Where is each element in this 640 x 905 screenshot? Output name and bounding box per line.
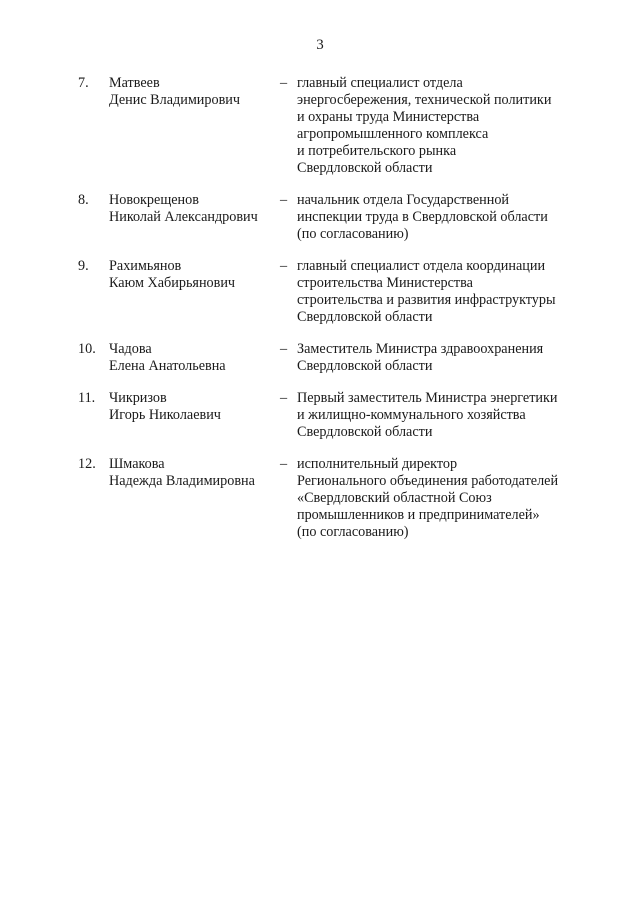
given-names: Надежда Владимировна: [109, 473, 255, 489]
role-line: Регионального объединения работодателей: [297, 473, 559, 489]
member-list: [78, 75, 598, 556]
dash-separator: –: [280, 341, 288, 357]
person-name: [109, 390, 280, 424]
role-line: и потребительского рынка: [297, 143, 457, 159]
role-line: Заместитель Министра здравоохранения: [297, 341, 544, 357]
role-line: Свердловской области: [297, 160, 433, 176]
surname: Новокрещенов: [109, 192, 199, 208]
given-names: Игорь Николаевич: [109, 407, 221, 423]
list-item: [78, 390, 598, 441]
position-description: [297, 341, 592, 375]
person-name: [109, 341, 280, 375]
role-line: исполнительный директор: [297, 456, 458, 472]
role-line: Свердловской области: [297, 309, 433, 325]
role-line: Свердловской области: [297, 424, 433, 440]
role-line: начальник отдела Государственной: [297, 192, 510, 208]
surname: Матвеев: [109, 75, 160, 91]
given-names: Каюм Хабирьянович: [109, 275, 236, 291]
surname: Рахимьянов: [109, 258, 182, 274]
surname: Чадова: [109, 341, 152, 357]
given-names: Денис Владимирович: [109, 92, 241, 108]
position-description: [297, 456, 592, 541]
position-description: [297, 258, 592, 326]
role-line: главный специалист отдела координации: [297, 258, 546, 274]
list-item: [78, 75, 598, 177]
surname: Шмакова: [109, 456, 165, 472]
surname: Чикризов: [109, 390, 167, 406]
list-item: [78, 456, 598, 541]
list-item: [78, 341, 598, 375]
position-description: [297, 75, 592, 177]
person-name: [109, 258, 280, 292]
dash-separator: –: [280, 75, 288, 91]
position-description: [297, 192, 592, 243]
list-item: [78, 258, 598, 326]
role-line: Свердловской области: [297, 358, 433, 374]
role-line: инспекции труда в Свердловской области: [297, 209, 548, 225]
role-line: главный специалист отдела: [297, 75, 463, 91]
role-line: и жилищно-коммунального хозяйства: [297, 407, 526, 423]
dash-separator: –: [280, 258, 288, 274]
person-name: [109, 192, 280, 226]
role-line: Первый заместитель Министра энергетики: [297, 390, 558, 406]
position-description: [297, 390, 592, 441]
entry-number: 8.: [78, 192, 89, 208]
role-line: агропромышленного комплекса: [297, 126, 489, 142]
dash-separator: –: [280, 390, 288, 406]
given-names: Елена Анатольевна: [109, 358, 226, 374]
list-item: [78, 192, 598, 243]
entry-number: 10.: [78, 341, 96, 357]
page-number: 3: [316, 37, 324, 53]
dash-separator: –: [280, 456, 288, 472]
role-line: и охраны труда Министерства: [297, 109, 480, 125]
dash-separator: –: [280, 192, 288, 208]
entry-number: 11.: [78, 390, 96, 406]
given-names: Николай Александрович: [109, 209, 258, 225]
role-line: энергосбережения, технической политики: [297, 92, 552, 108]
role-line: «Свердловский областной Союз: [297, 490, 492, 506]
person-name: [109, 456, 280, 490]
role-line: строительства и развития инфраструктуры: [297, 292, 556, 308]
entry-number: 9.: [78, 258, 89, 274]
role-line: строительства Министерства: [297, 275, 473, 291]
entry-number: 7.: [78, 75, 89, 91]
role-line: (по согласованию): [297, 524, 409, 540]
role-line: промышленников и предпринимателей»: [297, 507, 540, 523]
role-line: (по согласованию): [297, 226, 409, 242]
person-name: [109, 75, 280, 109]
entry-number: 12.: [78, 456, 96, 472]
